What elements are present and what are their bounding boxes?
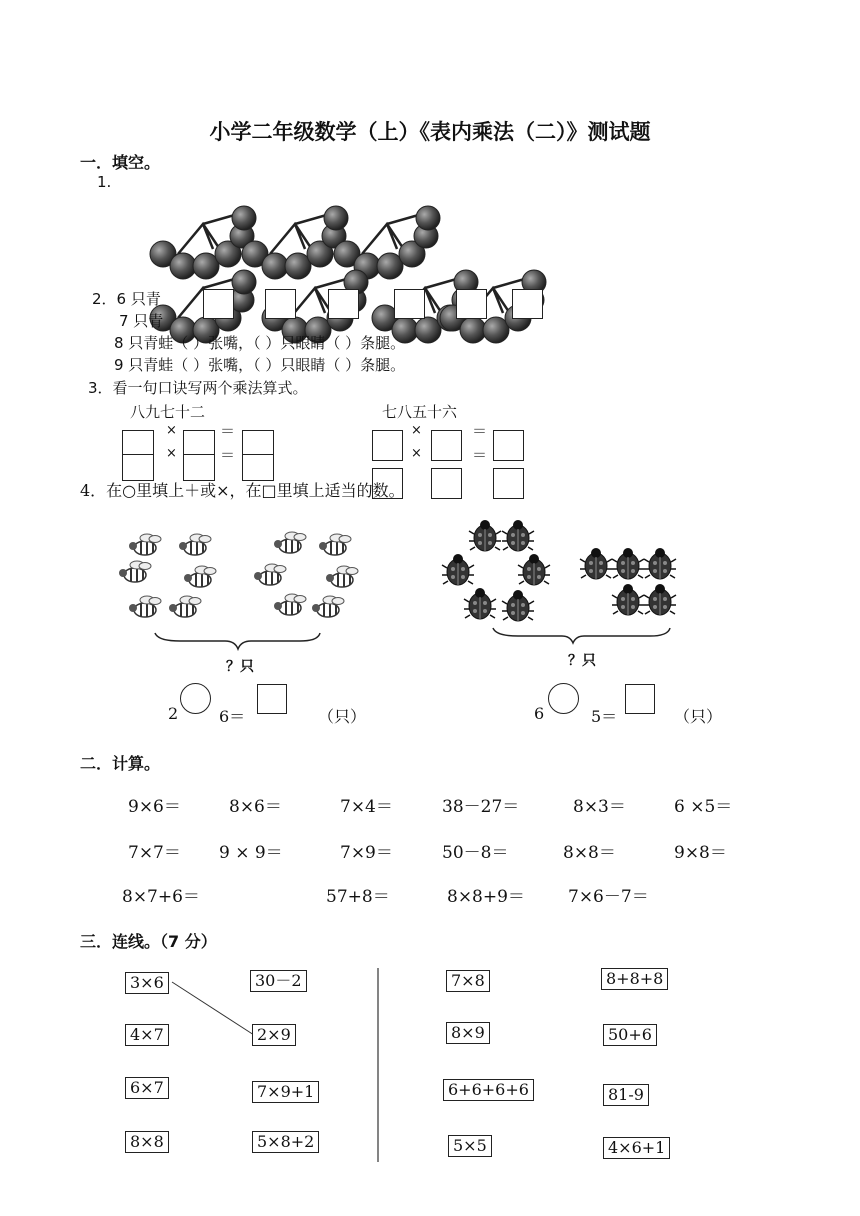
match-left-item[interactable]: 8×8 [125, 1131, 169, 1153]
calc-item: 8×3＝ [573, 797, 626, 817]
times-sign: × [166, 446, 177, 461]
calc-item: 7×6－7＝ [568, 887, 649, 907]
calc-item: 9×8＝ [674, 843, 727, 863]
ladybug [612, 548, 644, 579]
calc-item: 7×4＝ [340, 797, 393, 817]
q3-rhyme-left: 八九七十二 [130, 403, 206, 421]
section1-heading: 一．填空。 [80, 153, 161, 172]
times-sign: × [411, 423, 422, 438]
bee [319, 534, 351, 555]
ladybug [469, 520, 501, 551]
times-sign: × [411, 446, 422, 461]
match-left-item[interactable]: 5×5 [448, 1135, 492, 1157]
match-right-item[interactable]: 4×6+1 [603, 1137, 670, 1159]
eq2-unit: （只） [674, 707, 723, 726]
bee [312, 596, 344, 617]
ladybug [644, 584, 676, 615]
eq2-num-b: 5＝ [591, 707, 618, 726]
match-right-item[interactable]: 50+6 [603, 1024, 657, 1046]
calc-item: 8×7+6＝ [122, 887, 200, 907]
eq1-num-b: 6＝ [219, 707, 246, 726]
ladybug [580, 548, 612, 579]
equals-sign: ＝ [472, 422, 488, 440]
match-right-item[interactable]: 81-9 [603, 1084, 649, 1106]
calc-item: 50－8＝ [442, 843, 509, 863]
bee [274, 532, 306, 553]
match-right-item[interactable]: 8+8+8 [601, 968, 668, 990]
q2-line-8: 8 只青蛙（ ）张嘴，（ ）只眼睛（ ）条腿。 [114, 334, 406, 352]
match-left-item[interactable]: 4×7 [125, 1024, 169, 1046]
match-left-item[interactable]: 3×6 [125, 972, 169, 994]
question-count-ladybugs: ？只 [568, 653, 596, 669]
calc-item: 7×9＝ [340, 843, 393, 863]
bee [326, 566, 358, 587]
match-right-item[interactable]: 30－2 [250, 970, 307, 992]
match-left-item[interactable]: 8×9 [446, 1022, 490, 1044]
ladybug [502, 520, 534, 551]
bee [179, 534, 211, 555]
q2-line-9: 9 只青蛙（ ）张嘴，（ ）只眼睛（ ）条腿。 [114, 356, 406, 374]
times-sign: × [166, 423, 177, 438]
eq1-operator-circle[interactable] [180, 683, 211, 714]
eq2-operator-circle[interactable] [548, 683, 579, 714]
q2-line-6: 2．6 只青 [92, 290, 161, 308]
brace [155, 633, 320, 649]
q1-number: 1. [97, 173, 112, 191]
q2-line-7: 7 只青 [119, 312, 164, 330]
bee [169, 596, 201, 617]
section2-heading: 二．计算。 [80, 754, 161, 773]
bee [129, 596, 161, 617]
q3-prompt: 3．看一句口诀写两个乘法算式。 [88, 379, 308, 397]
match-right-item[interactable]: 7×9+1 [252, 1081, 319, 1103]
equals-sign: ＝ [220, 446, 236, 464]
brace [493, 628, 670, 643]
calc-item: 8×6＝ [229, 797, 282, 817]
section3-heading: 三．连线。（7 分） [80, 932, 217, 951]
calc-item: 38－27＝ [442, 797, 520, 817]
ladybug [518, 554, 550, 585]
eq1-num-a: 2 [168, 704, 179, 723]
match-right-item[interactable]: 2×9 [252, 1024, 296, 1046]
bee [274, 594, 306, 615]
ladybug [442, 554, 474, 585]
example-connector-line [172, 982, 254, 1035]
match-left-item[interactable]: 6×7 [125, 1077, 169, 1099]
calc-item: 7×7＝ [128, 843, 181, 863]
eq2-num-a: 6 [534, 704, 545, 723]
question-count-bees: ？只 [226, 659, 254, 675]
eq1-answer-box[interactable] [257, 684, 287, 714]
bee [184, 566, 216, 587]
calc-item: 9 × 9＝ [219, 843, 283, 863]
ladybug [644, 548, 676, 579]
ladybug [502, 590, 534, 621]
bee [129, 534, 161, 555]
match-left-item[interactable]: 7×8 [446, 970, 490, 992]
eq2-answer-box[interactable] [625, 684, 655, 714]
bee [119, 561, 151, 582]
ladybug [464, 588, 496, 619]
calc-item: 8×8+9＝ [447, 887, 525, 907]
bee [254, 564, 286, 585]
q3-rhyme-right: 七八五十六 [382, 403, 458, 421]
page-title: 小学二年级数学（上）《表内乘法（二）》测试题 [209, 120, 651, 144]
match-left-item[interactable]: 6+6+6+6 [443, 1079, 534, 1101]
calc-item: 9×6＝ [128, 797, 181, 817]
calc-item: 57+8＝ [326, 887, 390, 907]
q4-prompt: 4．在○里填上＋或×，在□里填上适当的数。 [80, 481, 405, 500]
calc-item: 6 ×5＝ [674, 797, 733, 817]
equals-sign: ＝ [220, 422, 236, 440]
equals-sign: ＝ [472, 446, 488, 464]
match-right-item[interactable]: 5×8+2 [252, 1131, 319, 1153]
ladybug [612, 584, 644, 615]
calc-item: 8×8＝ [563, 843, 616, 863]
eq1-unit: （只） [318, 707, 367, 726]
